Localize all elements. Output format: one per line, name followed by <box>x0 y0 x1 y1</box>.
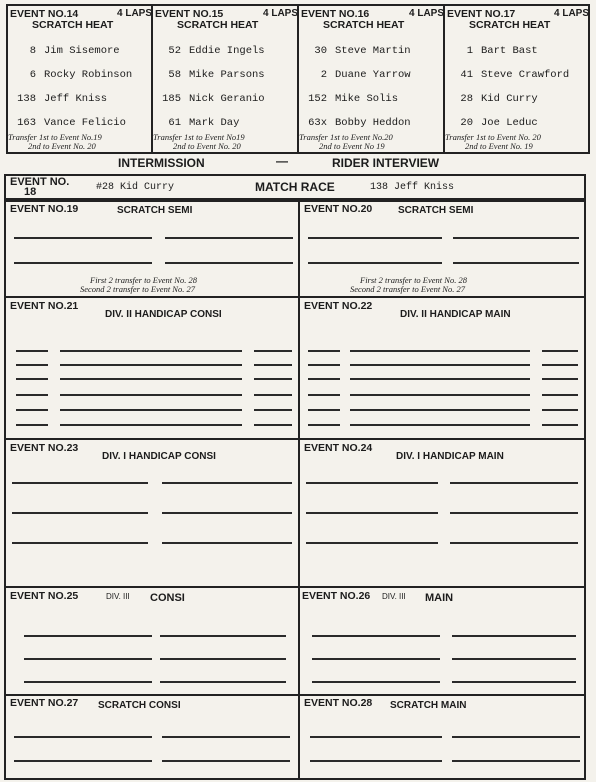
entry-line <box>16 424 48 426</box>
event-19-title: SCRATCH SEMI <box>117 205 193 216</box>
entry-line <box>254 364 292 366</box>
event-24-label: EVENT NO.24 <box>304 442 373 454</box>
entry-line <box>24 635 152 637</box>
entry-line <box>16 350 48 352</box>
rider-name: Kid Curry <box>481 93 538 105</box>
rider-name: Mark Day <box>189 117 240 129</box>
entry-line <box>12 542 148 544</box>
entry-line <box>306 542 438 544</box>
event-28-title: SCRATCH MAIN <box>390 700 467 711</box>
rider-number: 1 <box>466 45 473 57</box>
heat-transfer-2: 2nd to Event No. 20 <box>173 141 241 151</box>
entry-line <box>254 409 292 411</box>
entry-line <box>308 262 442 264</box>
rider-number: 20 <box>460 117 473 129</box>
rider-number: 138 <box>17 93 36 105</box>
rider-number: 6 <box>29 69 36 81</box>
entry-line <box>453 237 579 239</box>
entry-line <box>306 482 438 484</box>
entry-line <box>306 512 438 514</box>
entry-line <box>60 394 242 396</box>
entry-line <box>16 378 48 380</box>
event-27-label: EVENT NO.27 <box>10 697 79 709</box>
entry-line <box>312 635 440 637</box>
entry-line <box>542 424 578 426</box>
entry-line <box>452 658 576 660</box>
entry-line <box>452 760 580 762</box>
entry-line <box>308 424 340 426</box>
entry-line <box>254 394 292 396</box>
event-19-transfer-1: First 2 transfer to Event No. 28 <box>90 275 197 285</box>
event-19-label: EVENT NO.19 <box>10 203 79 215</box>
heat-event-label: EVENT NO.14 <box>10 8 79 20</box>
rider-name: Eddie Ingels <box>189 45 265 57</box>
rider-number: 63x <box>308 117 327 129</box>
rider-name: Joe Leduc <box>481 117 538 129</box>
rider-name: Jeff Kniss <box>44 93 108 105</box>
heat-title: SCRATCH HEAT <box>469 19 551 31</box>
entry-line <box>308 409 340 411</box>
event-26-title: MAIN <box>425 592 454 604</box>
entry-line <box>60 364 242 366</box>
entry-line <box>542 378 578 380</box>
heat-laps: 4 LAPS <box>117 8 153 19</box>
entry-line <box>450 542 578 544</box>
heat-transfer-1: Transfer 1st to Event No. 20 <box>445 132 541 142</box>
event-22-label: EVENT NO.22 <box>304 300 373 312</box>
event-23-label: EVENT NO.23 <box>10 442 79 454</box>
heat-laps: 4 LAPS <box>263 8 299 19</box>
match-race-title: MATCH RACE <box>255 180 335 194</box>
match-event-number: 18 <box>24 186 37 198</box>
event-25-label: EVENT NO.25 <box>10 590 79 602</box>
entry-line <box>308 350 340 352</box>
rider-number: 30 <box>314 45 327 57</box>
rider-number: 185 <box>162 93 181 105</box>
entry-line <box>254 350 292 352</box>
entry-line <box>162 542 292 544</box>
heat-transfer-1: Transfer 1st to Event No19 <box>153 132 245 142</box>
rider-number: 52 <box>168 45 181 57</box>
event-21-label: EVENT NO.21 <box>10 300 79 312</box>
event-25-div: DIV. III <box>106 592 130 601</box>
entry-line <box>162 512 292 514</box>
heat-transfer-2: 2nd to Event No 19 <box>319 141 385 151</box>
rider-name: Mike Solis <box>335 93 399 105</box>
entry-line <box>14 237 152 239</box>
entry-line <box>452 635 576 637</box>
event-26-label: EVENT NO.26 <box>302 590 371 602</box>
entry-line <box>14 262 152 264</box>
event-27-title: SCRATCH CONSI <box>98 700 181 711</box>
rider-interview-label: RIDER INTERVIEW <box>332 156 440 170</box>
entry-line <box>254 424 292 426</box>
heat-transfer-2: 2nd to Event No. 20 <box>28 141 96 151</box>
entry-line <box>310 736 442 738</box>
entry-line <box>14 736 152 738</box>
entry-line <box>452 681 576 683</box>
entry-line <box>308 394 340 396</box>
entry-line <box>60 424 242 426</box>
rider-name: Mike Parsons <box>189 69 265 81</box>
heat-transfer-1: Transfer 1st to Event No.20 <box>299 132 393 142</box>
match-event-label: EVENT NO. <box>10 176 70 188</box>
entry-line <box>350 394 530 396</box>
rider-number: 58 <box>168 69 181 81</box>
entry-line <box>312 681 440 683</box>
entry-line <box>60 378 242 380</box>
rider-number: 8 <box>29 45 36 57</box>
event-23-title: DIV. I HANDICAP CONSI <box>102 451 216 462</box>
intermission-label: INTERMISSION <box>118 156 205 170</box>
event-20-label: EVENT NO.20 <box>304 203 373 215</box>
heat-title: SCRATCH HEAT <box>177 19 259 31</box>
entry-line <box>12 512 148 514</box>
entry-line <box>308 364 340 366</box>
entry-line <box>452 736 580 738</box>
rider-name: Jim Sisemore <box>44 45 120 57</box>
rider-number: 41 <box>460 69 473 81</box>
rider-name: Bart Bast <box>481 45 538 57</box>
rider-number: 61 <box>168 117 181 129</box>
rider-number: 28 <box>460 93 473 105</box>
heat-event-label: EVENT NO.15 <box>155 8 224 20</box>
entry-line <box>450 512 578 514</box>
event-22-title: DIV. II HANDICAP MAIN <box>400 309 511 320</box>
event-28-label: EVENT NO.28 <box>304 697 373 709</box>
event-26-div: DIV. III <box>382 592 406 601</box>
entry-line <box>308 237 442 239</box>
rider-name: Steve Martin <box>335 45 411 57</box>
heat-title: SCRATCH HEAT <box>32 19 114 31</box>
heat-transfer-1: Transfer 1st to Event No.19 <box>8 132 102 142</box>
entry-line <box>350 424 530 426</box>
entry-line <box>350 350 530 352</box>
event-20-transfer-1: First 2 transfer to Event No. 28 <box>360 275 467 285</box>
heat-transfer-2: 2nd to Event No. 19 <box>465 141 533 151</box>
rider-number: 152 <box>308 93 327 105</box>
event-20-title: SCRATCH SEMI <box>398 205 474 216</box>
rider-name: Bobby Heddon <box>335 117 411 129</box>
entry-line <box>542 364 578 366</box>
rider-number: 2 <box>320 69 327 81</box>
entry-line <box>14 760 152 762</box>
entry-line <box>165 237 293 239</box>
entry-line <box>254 378 292 380</box>
entry-line <box>350 409 530 411</box>
rider-name: Nick Geranio <box>189 93 265 105</box>
entry-line <box>162 760 290 762</box>
entry-line <box>165 262 293 264</box>
event-24-title: DIV. I HANDICAP MAIN <box>396 451 504 462</box>
entry-line <box>16 364 48 366</box>
match-rider-2: 138 Jeff Kniss <box>370 182 455 193</box>
rider-name: Steve Crawford <box>481 69 570 81</box>
rider-name: Vance Felicio <box>44 117 126 129</box>
rider-name: Duane Yarrow <box>335 69 411 81</box>
intermission-dash: — <box>276 154 288 168</box>
entry-line <box>312 658 440 660</box>
event-25-title: CONSI <box>150 592 185 604</box>
entry-line <box>160 658 286 660</box>
entry-line <box>12 482 148 484</box>
heat-title: SCRATCH HEAT <box>323 19 405 31</box>
entry-line <box>450 482 578 484</box>
entry-line <box>542 350 578 352</box>
event-19-transfer-2: Second 2 transfer to Event No. 27 <box>80 284 195 294</box>
entry-line <box>16 409 48 411</box>
entry-line <box>453 262 579 264</box>
entry-line <box>542 409 578 411</box>
entry-line <box>60 409 242 411</box>
entry-line <box>160 681 286 683</box>
heat-laps: 4 LAPS <box>554 8 590 19</box>
match-rider-1: #28 Kid Curry <box>96 182 175 193</box>
entry-line <box>160 635 286 637</box>
entry-line <box>542 394 578 396</box>
entry-line <box>16 394 48 396</box>
entry-line <box>308 378 340 380</box>
event-20-transfer-2: Second 2 transfer to Event No. 27 <box>350 284 465 294</box>
entry-line <box>310 760 442 762</box>
rider-name: Rocky Robinson <box>44 69 133 81</box>
entry-line <box>24 681 152 683</box>
entry-line <box>24 658 152 660</box>
entry-line <box>350 378 530 380</box>
rider-number: 163 <box>17 117 36 129</box>
entry-line <box>350 364 530 366</box>
entry-line <box>162 482 292 484</box>
entry-line <box>60 350 242 352</box>
entry-line <box>162 736 290 738</box>
event-21-title: DIV. II HANDICAP CONSI <box>105 309 222 320</box>
heat-event-label: EVENT NO.17 <box>447 8 516 20</box>
heat-laps: 4 LAPS <box>409 8 445 19</box>
heat-event-label: EVENT NO.16 <box>301 8 370 20</box>
